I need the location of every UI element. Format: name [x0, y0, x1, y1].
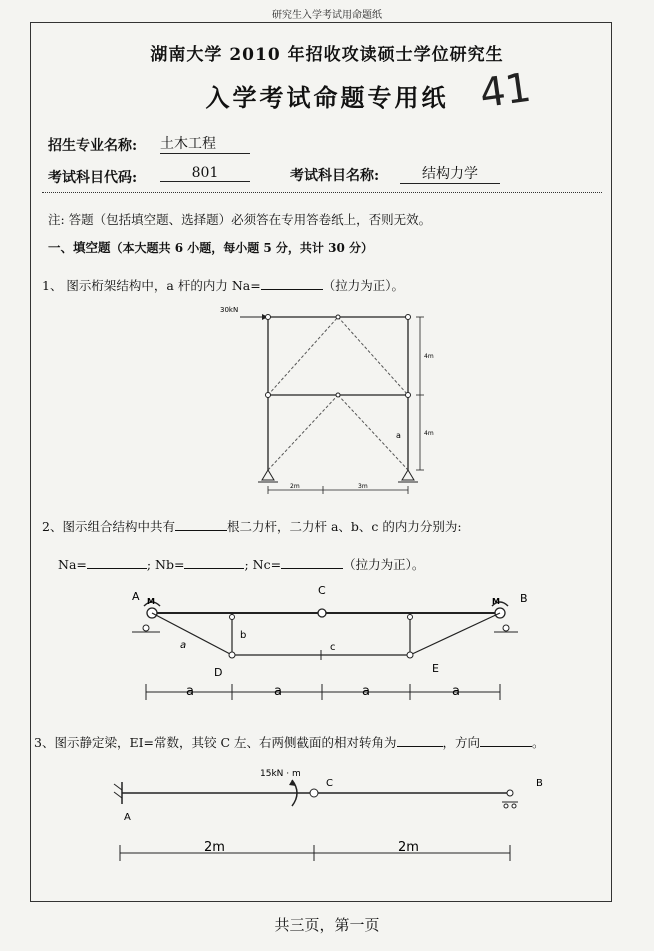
q3-text-b: ，方向 — [442, 735, 481, 750]
q2-label-B: B — [520, 592, 528, 605]
q1-dim-right: 3m — [358, 483, 368, 490]
section-heading-label: 一、填空题 — [48, 240, 111, 255]
q1-load-label: 30kN — [220, 306, 239, 314]
q2-nb-label: ; Nb= — [146, 557, 185, 572]
q2-count-blank — [175, 518, 227, 531]
q3-beam-figure — [100, 760, 560, 870]
q2-label-c: c — [330, 642, 336, 653]
q2-answers — [58, 555, 424, 573]
major-value: 土木工程 — [160, 133, 250, 154]
q3-label-C: C — [326, 778, 333, 789]
q2-label-A: A — [132, 590, 140, 603]
q1-text-b: （拉力为正）。 — [322, 278, 404, 293]
q3-text-a: 3、图示静定梁，EI=常数，其铰 C 左、右两侧截面的相对转角为 — [34, 735, 397, 750]
subject-label: 考试科目名称: — [290, 168, 380, 184]
q1-dim-v1: 4m — [424, 353, 434, 360]
section-note: （本大题共 6 小题，每小题 5 分，共计 30 分） — [110, 241, 373, 255]
q3-dim-right: 2m — [398, 840, 419, 855]
q2-text — [42, 517, 462, 535]
q1-member-a: a — [396, 431, 401, 440]
code-value: 801 — [160, 165, 250, 182]
q2-dim-2: a — [274, 684, 282, 699]
q2-label-M1: M — [147, 597, 155, 606]
notice-text: 注: 答题（包括填空题、选择题）必须答在专用答卷纸上，否则无效。 — [48, 212, 432, 227]
q1-answer-blank — [261, 277, 323, 290]
q2-label-C: C — [318, 584, 326, 597]
q2-dim-4: a — [452, 684, 460, 699]
q2-text-a: 2、图示组合结构中共有 — [42, 519, 175, 534]
subject-value: 结构力学 — [400, 163, 500, 184]
major-label: 招生专业名称: — [48, 138, 138, 154]
q2-dim-3: a — [362, 684, 370, 699]
q2-na-blank — [87, 556, 147, 569]
handwritten-number: 41 — [477, 64, 534, 118]
q1-dim-left: 2m — [290, 483, 300, 490]
q2-label-E: E — [432, 662, 439, 675]
paper-top-label: 研究生入学考试用命题纸 — [272, 10, 382, 21]
q1-truss-figure — [200, 300, 440, 505]
q2-na-label: Na= — [58, 557, 87, 572]
q1-dim-v2: 4m — [424, 430, 434, 437]
q1-text — [42, 276, 404, 294]
section-heading — [48, 238, 373, 256]
page-footer: 共三页，第一页 — [274, 916, 380, 934]
dotted-divider — [42, 192, 602, 193]
q3-direction-blank — [480, 734, 532, 747]
code-label: 考试科目代码: — [48, 170, 138, 186]
q2-nb-blank — [184, 556, 244, 569]
university-line: 湖南大学 2010 年招收攻读硕士学位研究生 — [150, 45, 504, 65]
q3-angle-blank — [397, 734, 443, 747]
q2-dim-1: a — [186, 684, 194, 699]
q2-label-b: b — [240, 630, 247, 641]
q2-label-D: D — [214, 666, 223, 679]
q2-label-M2: M — [492, 597, 500, 606]
q2-label-a: a — [180, 640, 187, 651]
q2-composite-figure — [110, 580, 550, 720]
q2-tail: （拉力为正）。 — [343, 557, 425, 572]
q3-dim-left: 2m — [204, 840, 225, 855]
q1-text-a: 1、 图示桁架结构中，a 杆的内力 Na= — [42, 278, 261, 293]
q2-nc-blank — [281, 556, 343, 569]
q3-text-c: 。 — [532, 735, 545, 750]
q3-label-B: B — [536, 778, 543, 789]
page-title: 入学考试命题专用纸 — [205, 83, 449, 112]
q3-moment-label: 15kN · m — [260, 769, 301, 779]
q2-text-b: 根二力杆，二力杆 a、b、c 的内力分别为: — [226, 519, 462, 534]
q2-nc-label: ; Nc= — [244, 557, 282, 572]
q3-text — [34, 733, 545, 751]
q3-label-A: A — [124, 812, 131, 823]
